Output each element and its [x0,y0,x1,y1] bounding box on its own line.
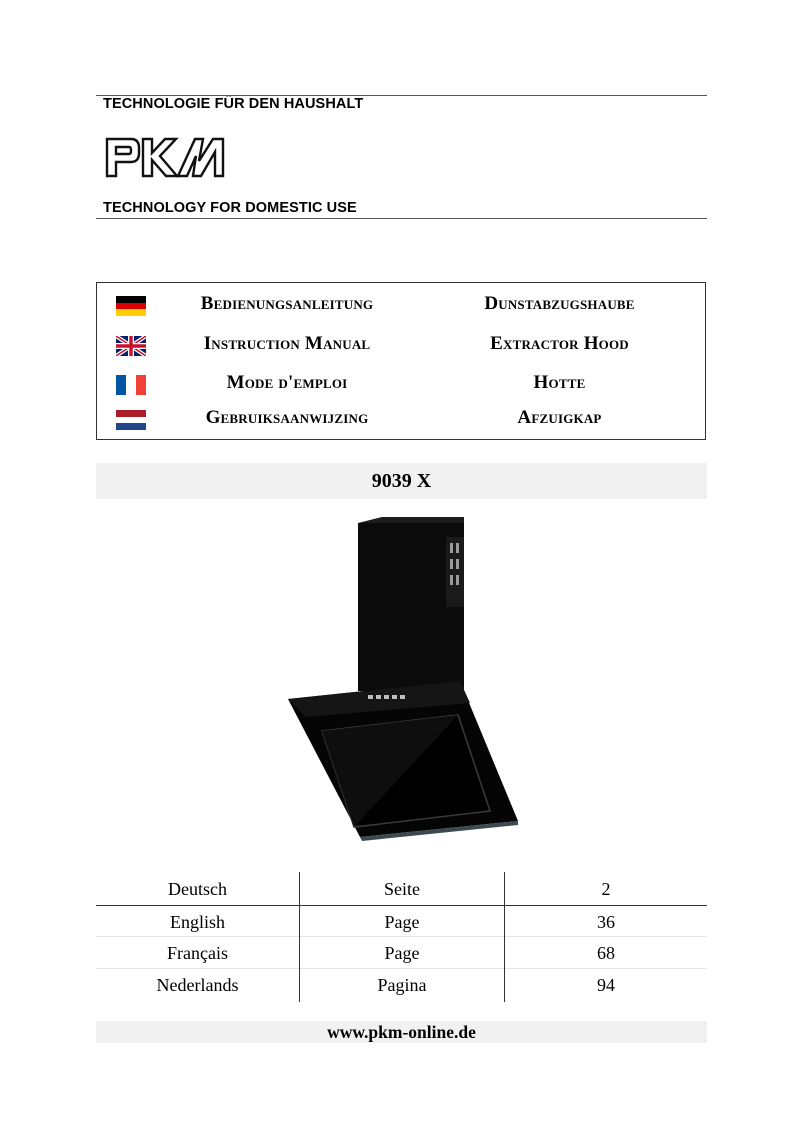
website-link[interactable]: www.pkm-online.de [96,1021,707,1043]
netherlands-flag-icon [116,410,146,430]
manual-title-english: Instruction Manual [203,333,371,354]
language-row-german [97,293,705,323]
language-row-dutch [97,407,705,437]
table-column-divider [504,872,505,1002]
brand-logo [105,136,227,179]
index-label: Page [384,912,420,932]
index-page-number: 94 [597,975,615,995]
index-page-number: 2 [601,879,611,899]
product-name-french: Hotte [533,372,586,393]
index-label: Pagina [377,975,427,995]
manual-title-dutch: Gebruiksaanwijzing [205,407,369,428]
tagline-english: TECHNOLOGY FOR DOMESTIC USE [103,200,357,216]
page-index-table [96,872,707,1002]
header-bottom-rule [96,218,707,219]
index-language: English [169,912,225,932]
product-name-dutch: Afzuigkap [517,407,602,428]
language-title-box [96,282,706,440]
index-label: Page [384,943,420,963]
model-number: 9039 X [96,463,707,499]
table-row [96,969,707,1001]
table-row [96,906,707,938]
germany-flag-icon [116,296,146,316]
index-language: Nederlands [156,975,239,995]
extractor-hood-image [282,515,522,845]
france-flag-icon [116,375,146,395]
manual-title-french: Mode d'emploi [226,372,348,393]
product-name-english: Extractor Hood [490,333,629,354]
index-language: Deutsch [168,879,227,899]
index-label: Seite [384,879,420,899]
table-row [96,873,707,905]
product-name-german: Dunstabzugshaube [484,293,635,314]
table-row [96,937,707,969]
language-row-english [97,333,705,363]
header-top-rule [96,95,707,96]
index-page-number: 68 [597,943,615,963]
uk-flag-icon [116,336,146,356]
index-page-number: 36 [597,912,615,932]
tagline-german: TECHNOLOGIE FÜR DEN HAUSHALT [103,96,364,112]
language-row-french [97,372,705,402]
table-column-divider [299,872,300,1002]
index-language: Français [167,943,228,963]
manual-title-german: Bedienungsanleitung [200,293,374,314]
